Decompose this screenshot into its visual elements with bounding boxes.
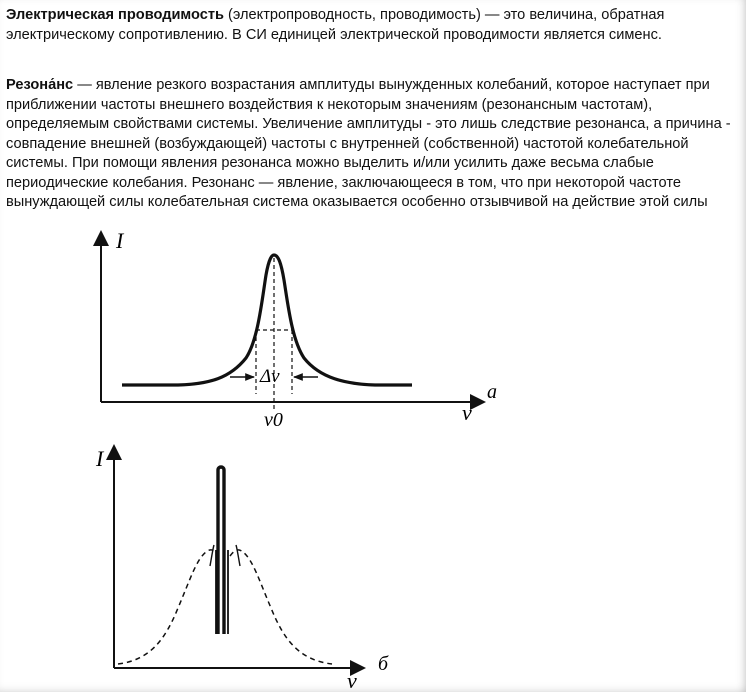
term-conductivity: Электрическая проводимость: [6, 7, 224, 23]
definition-resonance: — явление резкого возрастания амплитуды вынужденных колебаний, которое наступает при приближении частоты внешнего воздействия к некоторым значениям (резонансным частотам), определяемым свойствами системы. Увеличение амплитуды - это лишь следствие резонанса, а причина - совпадение внешней (возбуждающей) частоты с внутренней (собственной) частотой колебательной системы. При помощи явления резонанса можно выделить и/или усилить даже весьма слабые периодические колебания. Резонанс — явление, заключающееся в том, что при некоторой частоте вынуждающей силы колебательная система оказывается особенно отзывчивой на действие этой силы: [6, 77, 731, 210]
figure-b-left-shoulder: [210, 545, 214, 566]
figure-a-x-label: ν: [462, 400, 472, 425]
figure-a-width-label: Δν: [260, 366, 280, 387]
figure-b-right-shoulder: [236, 545, 240, 566]
definition-conductivity: (электропроводность, проводимость) — это величина, обратная электрическому сопротивлению. В СИ единицей электрической проводимости является сименс.: [6, 7, 665, 43]
figure-b-panel-label: б: [378, 653, 389, 675]
figure-a-peak-label: ν0: [264, 409, 283, 431]
figure-b-x-label: ν: [347, 668, 357, 692]
figure-b: [95, 446, 389, 692]
figure-b-narrow-peak: [218, 467, 224, 634]
term-resonance: Резона́нс: [6, 77, 74, 93]
figure-b-broad-curve-right: [230, 550, 332, 664]
figure-a-panel-label: а: [487, 381, 497, 403]
figure-a-y-label: I: [116, 228, 124, 253]
figure-b-y-label: I: [96, 446, 104, 471]
figure-a: [101, 228, 497, 431]
figure-b-broad-curve: [118, 550, 219, 664]
